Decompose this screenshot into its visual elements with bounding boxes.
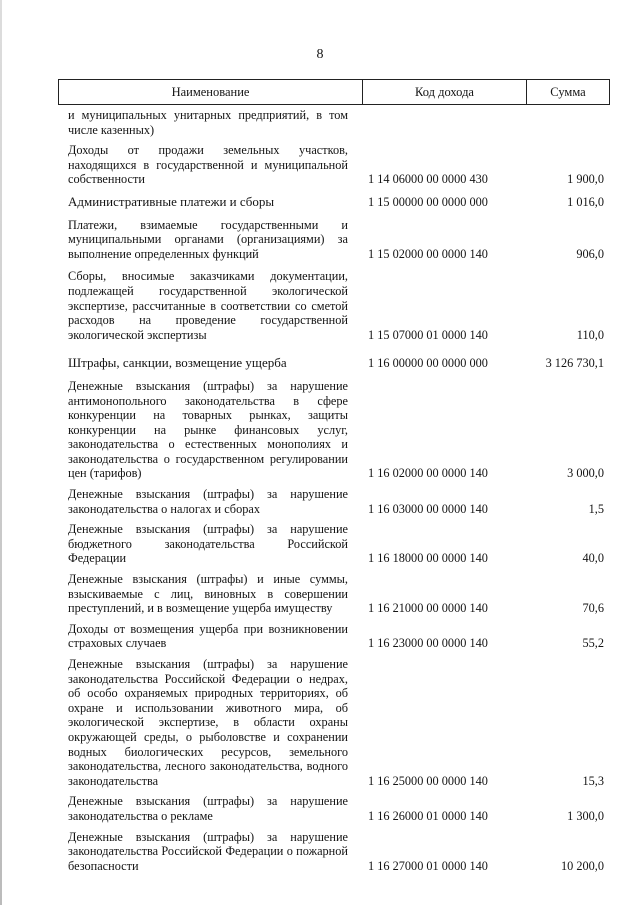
table-row: [0, 195, 640, 210]
row-code: 1 16 18000 00 0000 140: [368, 551, 488, 566]
table-header: [58, 79, 610, 105]
row-name: Штрафы, санкции, возмещение ущерба: [68, 355, 287, 371]
row-code: 1 14 06000 00 0000 430: [368, 172, 488, 187]
table-row: [0, 830, 640, 874]
row-name: Денежные взыскания (штрафы) за нарушение законодательства о налогах и сборах: [68, 487, 348, 516]
row-code: 1 16 21000 00 0000 140: [368, 601, 488, 616]
row-name: Административные платежи и сборы: [68, 193, 275, 209]
row-sum: 1 016,0: [567, 194, 604, 209]
table-body: [0, 108, 640, 879]
table-row: [0, 108, 640, 137]
row-name: Доходы от продажи земельных участков, находящихся в государственной и муниципальной собственности: [68, 143, 348, 187]
row-code: 1 15 00000 00 0000 000: [368, 194, 488, 209]
row-name: Денежные взыскания (штрафы) и иные суммы, взыскиваемые с лиц, виновных в совершении преступлений, и в возмещение ущерба имуществу: [68, 572, 348, 616]
row-name: Денежные взыскания (штрафы) за нарушение бюджетного законодательства Российской Федерации: [68, 522, 348, 566]
row-sum: 70,6: [582, 601, 604, 616]
row-sum: 906,0: [576, 246, 604, 261]
row-code: 1 16 27000 01 0000 140: [368, 858, 488, 873]
table-row: [0, 622, 640, 651]
row-code: 1 16 02000 00 0000 140: [368, 466, 488, 481]
row-code: 1 16 00000 00 0000 000: [368, 356, 488, 371]
table-row: [0, 143, 640, 187]
row-code: 1 15 07000 01 0000 140: [368, 327, 488, 342]
table-row: [0, 379, 640, 481]
table-row: [0, 794, 640, 823]
row-name: Доходы от возмещения ущерба при возникновении страховых случаев: [68, 621, 348, 651]
row-sum: 1 900,0: [567, 172, 604, 187]
row-sum: 40,0: [582, 551, 604, 566]
row-name: Денежные взыскания (штрафы) за нарушение законодательства о рекламе: [68, 794, 348, 823]
table-row: [0, 572, 640, 616]
row-name: Платежи, взимаемые государственными и муниципальными органами (организациями) за выполнение определенных функций: [68, 217, 348, 261]
table-row: [0, 269, 640, 342]
table-row: [0, 356, 640, 371]
header-sum: Сумма: [550, 84, 586, 99]
table-row: [0, 522, 640, 566]
row-name: и муниципальных унитарных предприятий, в том числе казенных): [68, 108, 348, 137]
row-sum: 15,3: [582, 773, 604, 788]
row-code: 1 16 03000 00 0000 140: [368, 501, 488, 516]
table-row: [0, 218, 640, 262]
table-row: [0, 487, 640, 516]
row-sum: 55,2: [582, 636, 604, 651]
row-sum: 3 000,0: [567, 466, 604, 481]
row-name: Денежные взыскания (штрафы) за нарушение законодательства Российской Федерации о пожарной безопасности: [68, 829, 348, 873]
row-code: 1 15 02000 00 0000 140: [368, 246, 488, 261]
row-code: 1 16 23000 00 0000 140: [368, 636, 488, 651]
row-sum: 10 200,0: [560, 858, 604, 873]
row-sum: 1 300,0: [567, 808, 604, 823]
row-name: Денежные взыскания (штрафы) за нарушение антимонопольного законодательства в сфере конкуренции на товарных рынках, защиты конкуренции на рынке финансовых услуг, законодательства о естественных монополиях и законодательства о государственном регулировании цен (тарифов): [68, 378, 348, 481]
row-name: Денежные взыскания (штрафы) за нарушение законодательства Российской Федерации о недрах, об особо охраняемых природных территориях, об охране и использовании животного мира, об экологической экспертизе, в области охраны окружающей среды, о рыболовстве и сохранении водных биологических ресурсов, земельного законодательства, лесного законодательства, водного законодательства: [68, 657, 348, 788]
table-row: [0, 657, 640, 788]
row-sum: 3 126 730,1: [545, 356, 604, 371]
page-number: 8: [316, 47, 324, 62]
row-sum: 110,0: [576, 327, 604, 342]
header-code: Код дохода: [363, 80, 527, 104]
row-name: Сборы, вносимые заказчиками документации, подлежащей государственной экологической экспертизе, рассчитанные в соответствии со сметой расходов на проведение государственной экологической экспертизы: [68, 269, 348, 342]
row-code: 1 16 26000 01 0000 140: [368, 808, 488, 823]
header-name: Наименование: [59, 80, 363, 104]
row-sum: 1,5: [588, 501, 604, 516]
row-code: 1 16 25000 00 0000 140: [368, 773, 488, 788]
